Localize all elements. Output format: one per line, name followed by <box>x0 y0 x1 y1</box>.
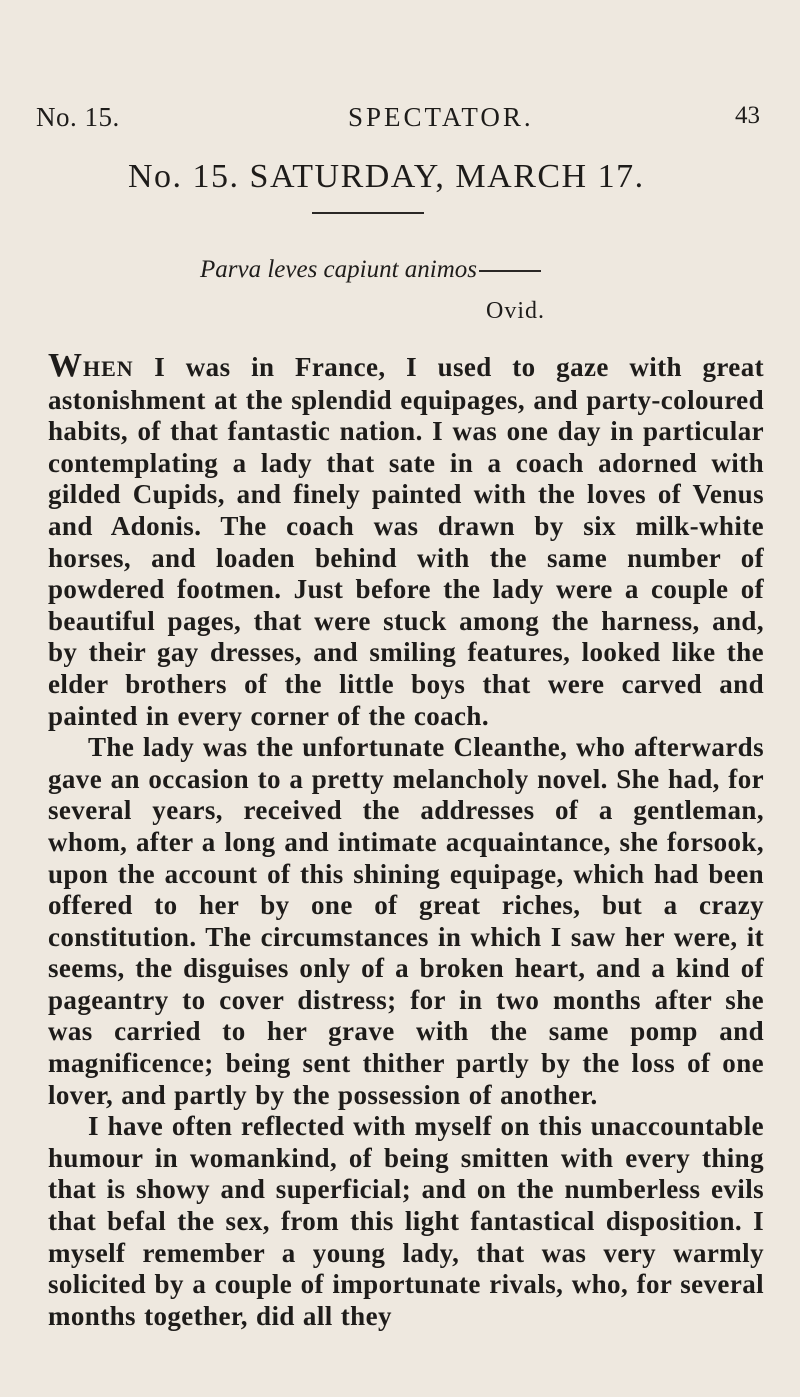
page-number: 43 <box>735 102 760 129</box>
epigraph-dash <box>479 270 541 272</box>
epigraph-quote: Parva leves capiunt animos <box>200 256 478 283</box>
paragraph-3: I have often reflected with myself on this unaccountable humour in womankind, of being smitten with every thing that is showy and superficial; and on the numberless evils that befal the sex, from this light fantastical disposition. I myself remember a young lady, that was very warmly solicited by a couple of importunate rivals, who, for several months together, did all they <box>48 1111 764 1331</box>
opening-smallcaps: HEN <box>83 356 134 381</box>
article-body <box>48 347 764 1332</box>
paragraph-1 <box>48 347 764 732</box>
dropcap: W <box>48 347 83 384</box>
running-head-title: SPECTATOR. <box>348 102 534 132</box>
paragraph-2: The lady was the unfortunate Cleanthe, who afterwards gave an occasion to a pretty melancholy novel. She had, for several years, received the addresses of a gentleman, whom, after a long and intimate acquaintance, she forsook, upon the account of this shining equipage, which had been offered to her by one of great riches, but a crazy constitution. The circumstances in which I saw her were, it seems, the disguises only of a broken heart, and a kind of pageantry to cover distress; for in two months after she was carried to her grave with the same pomp and magnificence; being sent thither partly by the loss of one lover, and partly by the possession of another. <box>48 732 764 1110</box>
running-head <box>36 102 760 132</box>
title-rule <box>312 212 424 214</box>
issue-title: No. 15. SATURDAY, MARCH 17. <box>128 158 645 195</box>
epigraph <box>200 256 541 284</box>
paragraph-1-text: I was in France, I used to gaze with great astonishment at the splendid equipages, and party-coloured habits, of that fantastic nation. I was one day in particular contemplating a lady that sate in a coach adorned with gilded Cupids, and finely painted with the loves of Venus and Adonis. The coach was drawn by six milk-white horses, and loaden behind with the same number of powdered footmen. Just before the lady were a couple of beautiful pages, that were stuck among the harness, and, by their gay dresses, and smiling features, looked like the elder brothers of the little boys that were carved and painted in every corner of the coach. <box>48 352 764 731</box>
epigraph-attribution: Ovid. <box>486 298 545 324</box>
running-head-issue-number: No. 15. <box>36 102 120 132</box>
